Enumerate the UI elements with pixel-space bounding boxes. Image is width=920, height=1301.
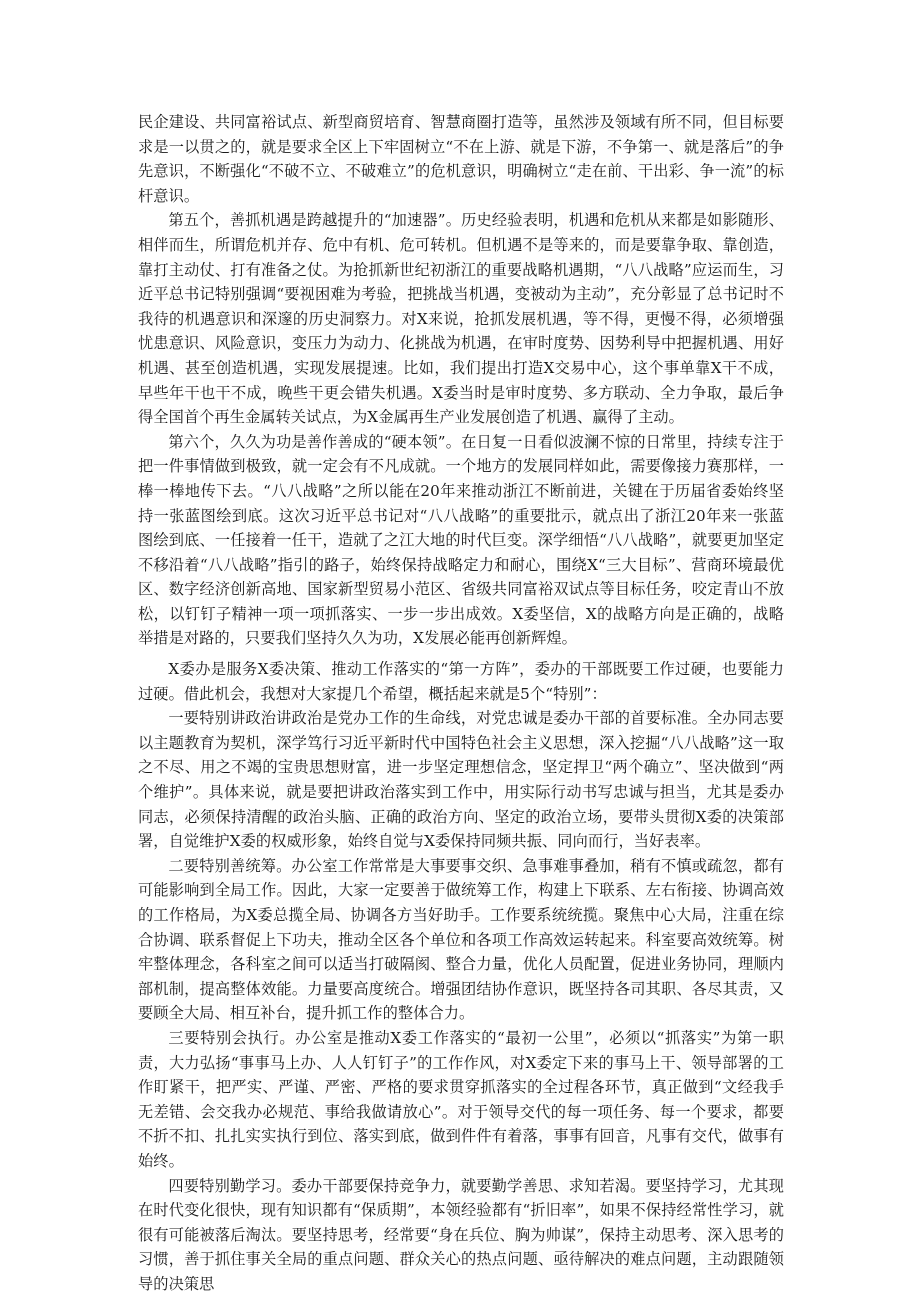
paragraph-coordination: 二要特别善统筹。办公室工作常常是大事要事交织、急事难事叠加，稍有不慎或疏忽，都有可能影响到全局工作。因此，大家一定要善于做统筹工作，构建上下联系、左右衔接、协调高效的工作格局，为X委总揽全局、协调各方当好助手。工作要系统统揽。聚焦中心大局，注重在综合协调、联系督促上下功夫，推动全区各个单位和各项工作高效运转起来。科室要高效统筹。树牢整体理念，各科室之间可以适当打破隔阂、整合力量，优化人员配置，促进业务协同，理顺内部机制，提高整体效能。力量要高度统合。增强团结协作意识，既坚持各司其职、各尽其责，又要顾全大局、相互补台，提升抓工作的整体合力。 [138,856,784,1023]
paragraph-sixth-point: 第六个，久久为功是善作善成的“硬本领”。在日复一日看似波澜不惊的日常里，持续专注于把一件事情做到极致，就一定会有不凡成就。一个地方的发展同样如此，需要像接力赛那样，一棒一棒地传下去。“八八战略”之所以能在20年来推动浙江不断前进，关键在于历届省委始终坚持一张蓝图绘到底。这次习近平总书记对“八八战略”的重要批示，就点出了浙江20年来一张蓝图绘到底、一任接着一任干，造就了之江大地的时代巨变。深学细悟“八八战略”，就要更加坚定不移沿着“八八战略”指引的路子，始终保持战略定力和耐心，围绕X“三大目标”、营商环境最优区、数字经济创新高地、国家新型贸易小范区、省级共同富裕双试点等目标任务，咬定青山不放松，以钉钉子精神一项一项抓落实、一步一步出成效。X委坚信，X的战略方向是正确的，战略举措是对路的，只要我们坚持久久为功，X发展必能再创新辉煌。 [138,432,784,648]
paragraph-continued: 民企建设、共同富裕试点、新型商贸培育、智慧商圈打造等，虽然涉及领域有所不同，但目标要求是一以贯之的，就是要求全区上下牢固树立“不在上游、就是下游，不争第一、就是落后”的争先意识，不断强化“不破不立、不破难立”的危机意识，明确树立“走在前、干出彩、争一流”的标杆意识。 [138,113,784,205]
document-page [138,110,784,1297]
paragraph-politics: 一要特别讲政治讲政治是党办工作的生命线，对党忠诚是委办干部的首要标准。全办同志要以主题教育为契机，深学笃行习近平新时代中国特色社会主义思想，深入挖掘“八八战略”这一取之不尽、用之不竭的宝贵思想财富，进一步坚定理想信念，坚定捍卫“两个确立”、坚决做到“两个维护”。具体来说，就是要把讲政治落实到工作中，用实际行动书写忠诚与担当，尤其是委办同志，必须保持清醒的政治头脑、正确的政治方向、坚定的政治立场，要带头贯彻X委的决策部署，自觉维护X委的权威形象，始终自觉与X委保持同频共振、同向而行，当好表率。 [138,709,784,851]
paragraph-learning: 四要特别勤学习。委办干部要保持竞争力，就要勤学善思、求知若渴。要坚持学习，尤其现在时代变化很快，现有知识都有“保质期”，本领经验都有“折旧率”，如果不保持经常性学习，就很有可能被落后淘汰。要坚持思考，经常要“身在兵位、胸为帅谋”，保持主动思考、深入思考的习惯，善于抓住事关全局的重点问题、群众关心的热点问题、亟待解决的难点问题，主动跟随领导的决策思 [138,1176,784,1293]
paragraph-fifth-point: 第五个，善抓机遇是跨越提升的“加速器”。历史经验表明，机遇和危机从来都是如影随形、相伴而生，所谓危机并存、危中有机、危可转机。但机遇不是等来的，而是要靠争取、靠创造，靠打主动仗、打有准备之仗。为抢抓新世纪初浙江的重要战略机遇期，“八八战略”应运而生，习近平总书记特别强调“要视困难为考验，把挑战当机遇，变被动为主动”，充分彰显了总书记时不我待的机遇意识和深邃的历史洞察力。对X来说，抢抓发展机遇，等不得，更慢不得，必须增强忧患意识、风险意识，变压力为动力、化挑战为机遇，在审时度势、因势利导中把握机遇、用好机遇、甚至创造机遇，实现发展提速。比如，我们提出打造X交易中心，这个事单靠X干不成，早些年干也干不成，晚些干更会错失机遇。X委当时是审时度势、多方联动、全力争取，最后争得全国首个再生金属转关试点，为X金属再生产业发展创造了机遇、赢得了主动。 [138,211,784,427]
paragraph-office-intro: X委办是服务X委决策、推动工作落实的“第一方阵”，委办的干部既要工作过硬，也要能力过硬。借此机会，我想对大家提几个希望，概括起来就是5个“特别”： [138,660,784,703]
paragraph-execution: 三要特别会执行。办公室是推动X委工作落实的“最初一公里”，必须以“抓落实”为第一职责，大力弘扬“事事马上办、人人钉钉子”的工作作风，对X委定下来的事马上干、领导部署的工作盯紧干，把严实、严谨、严密、严格的要求贯穿抓落实的全过程各环节，真正做到“文经我手无差错、会交我办必规范、事给我做请放心”。对于领导交代的每一项任务、每一个要求，都要不折不扣、扎扎实实执行到位、落实到底，做到件件有着落，事事有回音，凡事有交代，做事有始终。 [138,1028,784,1170]
